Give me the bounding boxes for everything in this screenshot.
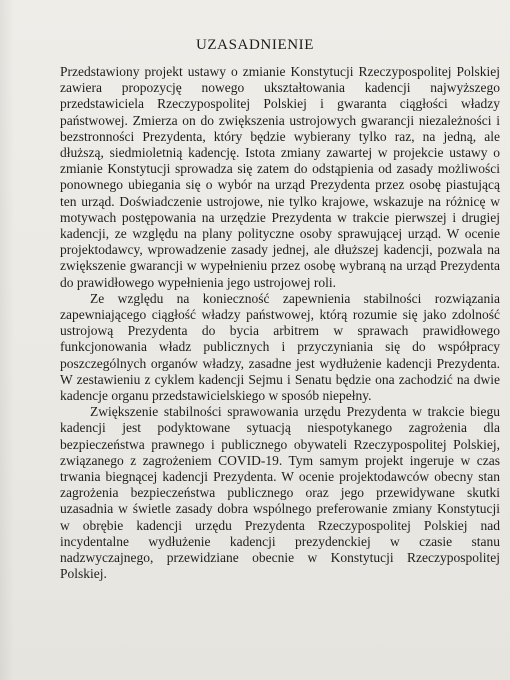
paragraph-2: Ze względu na konieczność zapewnienia stabilności rozwiązania zapewniającego ciągłość władzy państwowej, którą rozumie się jako zdolność ustrojową Prezydenta do bycia arbitrem w sprawach prawidłowego funkcjonowania władz publicznych i przyczyniania się do współpracy poszczególnych organów władzy, zasadne jest wydłużenie kadencji Prezydenta. W zestawieniu z cyklem kadencji Sejmu i Senatu będzie ona zachodzić na dwie kadencje organu przedstawicielskiego w sposób niepełny. bbox=[60, 290, 500, 404]
paragraph-3: Zwiększenie stabilności sprawowania urzędu Prezydenta w trakcie biegu kadencji jest podyktowane sytuacją niespotykanego zagrożenia dla bezpieczeństwa prawnego i publicznego obywateli Rzeczypospolitej Polskiej, związanego z zagrożeniem COVID-19. Tym samym projekt ingeruje w czas trwania biegnącej kadencji Prezydenta. W ocenie projektodawców obecny stan zagrożenia bezpieczeństwa publicznego oraz jego przewidywane skutki uzasadnia w świetle zasady dobra wspólnego preferowanie zmiany Konstytucji w obrębie kadencji urzędu Prezydenta Rzeczypospolitej Polskiej nad incydentalne wydłużenie kadencji prezydenckiej w czasie stanu nadzwyczajnego, przewidziane obecnie w Konstytucji Rzeczypospolitej Polskiej. bbox=[60, 404, 500, 582]
paragraph-1: Przedstawiony projekt ustawy o zmianie Konstytucji Rzeczypospolitej Polskiej zawiera propozycję nowego ukształtowania kadencji najwyższego przedstawiciela Rzeczypospolitej Polskiej i gwaranta ciągłości władzy państwowej. Zmierza on do zwiększenia ustrojowych gwarancji niezależności i bezstronności Prezydenta, który będzie wybierany tylko raz, na jedną, ale dłuższą, siedmioletnią kadencję. Istota zmiany zawartej w projekcie ustawy o zmianie Konstytucji sprowadza się zatem do odstąpienia od zasady możliwości ponownego ubiegania się o wybór na urząd Prezydenta przez osobę piastującą ten urząd. Doświadczenie ustrojowe, nie tylko krajowe, wskazuje na różnicę w motywach postępowania na urzędzie Prezydenta w trakcie pierwszej i drugiej kadencji, ze względu na plany polityczne osoby sprawującej urząd. W ocenie projektodawcy, wprowadzenie zasady jednej, ale dłuższej kadencji, pozwala na zwiększenie gwarancji w wypełnieniu przez osobę wybraną na urząd Prezydenta do prawidłowego wypełnienia jego ustrojowej roli. bbox=[60, 64, 500, 290]
document-body bbox=[60, 64, 500, 583]
document-title: UZASADNIENIE bbox=[195, 37, 314, 53]
page-edge-shadow bbox=[0, 0, 14, 680]
